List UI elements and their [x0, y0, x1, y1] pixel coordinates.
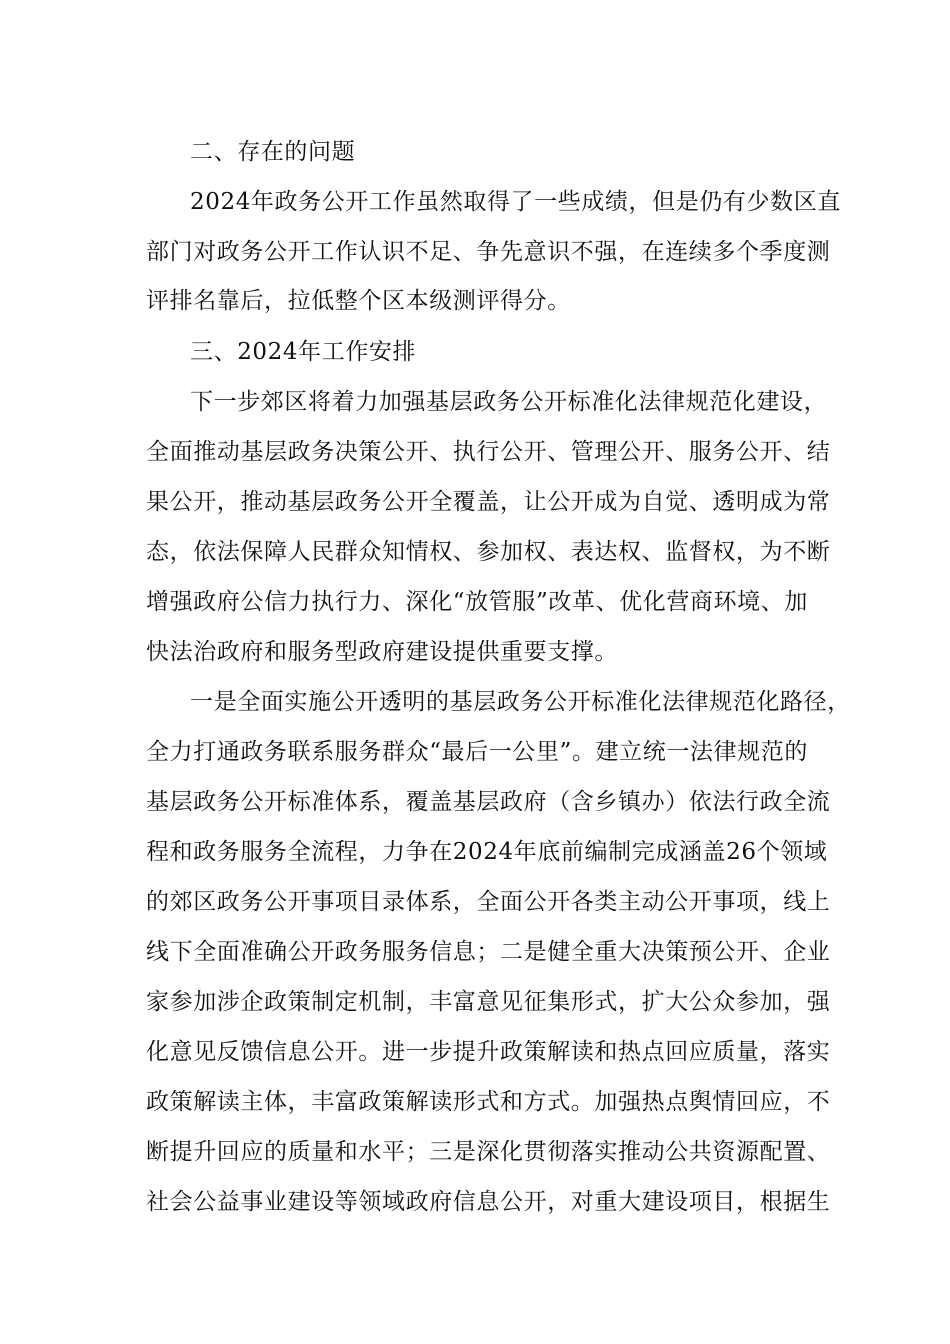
- paragraph-line: 社会公益事业建设等领域政府信息公开，对重大建设项目，根据生: [146, 1189, 831, 1215]
- paragraph-line: 断提升回应的质量和水平；三是深化贯彻落实推动公共资源配置、: [146, 1139, 831, 1165]
- paragraph-line: 基层政务公开标准体系，覆盖基层政府（含乡镇办）依法行政全流: [146, 789, 831, 815]
- paragraph-line: 化意见反馈信息公开。进一步提升政策解读和热点回应质量，落实: [146, 1039, 831, 1065]
- paragraph-line: 程和政务服务全流程，力争在2024年底前编制完成涵盖26个领域: [146, 839, 828, 865]
- paragraph-line: 评排名靠后，拉低整个区本级测评得分。: [146, 288, 571, 314]
- paragraph-line: 部门对政务公开工作认识不足、争先意识不强，在连续多个季度测: [146, 239, 831, 265]
- paragraph-line: 家参加涉企政策制定机制，丰富意见征集形式，扩大公众参加，强: [146, 989, 831, 1015]
- paragraph-line: 政策解读主体，丰富政策解读形式和方式。加强热点舆情回应，不: [146, 1089, 831, 1115]
- paragraph-line: 线下全面准确公开政务服务信息；二是健全重大决策预公开、企业: [146, 939, 831, 965]
- paragraph-line: 增强政府公信力执行力、深化“放管服”改革、优化营商环境、加: [146, 589, 808, 615]
- paragraph-line: 果公开，推动基层政务公开全覆盖，让公开成为自觉、透明成为常: [146, 489, 831, 515]
- paragraph-line: 快法治政府和服务型政府建设提供重要支撑。: [146, 639, 618, 665]
- paragraph-line: 2024年政务公开工作虽然取得了一些成绩，但是仍有少数区直: [190, 189, 841, 215]
- paragraph-line: 一是全面实施公开透明的基层政务公开标准化法律规范化路径，: [190, 689, 851, 715]
- paragraph-line: 态，依法保障人民群众知情权、参加权、表达权、监督权，为不断: [146, 539, 831, 565]
- paragraph-line: 全力打通政务联系服务群众“最后一公里”。建立统一法律规范的: [146, 739, 808, 765]
- paragraph-line: 下一步郊区将着力加强基层政务公开标准化法律规范化建设，: [190, 389, 828, 415]
- paragraph-line: 的郊区政务公开事项目录体系，全面公开各类主动公开事项，线上: [146, 889, 831, 915]
- section-heading-plan: 三、2024年工作安排: [190, 339, 417, 365]
- section-heading-problems: 二、存在的问题: [190, 139, 356, 165]
- paragraph-line: 全面推动基层政务决策公开、执行公开、管理公开、服务公开、结: [146, 439, 831, 465]
